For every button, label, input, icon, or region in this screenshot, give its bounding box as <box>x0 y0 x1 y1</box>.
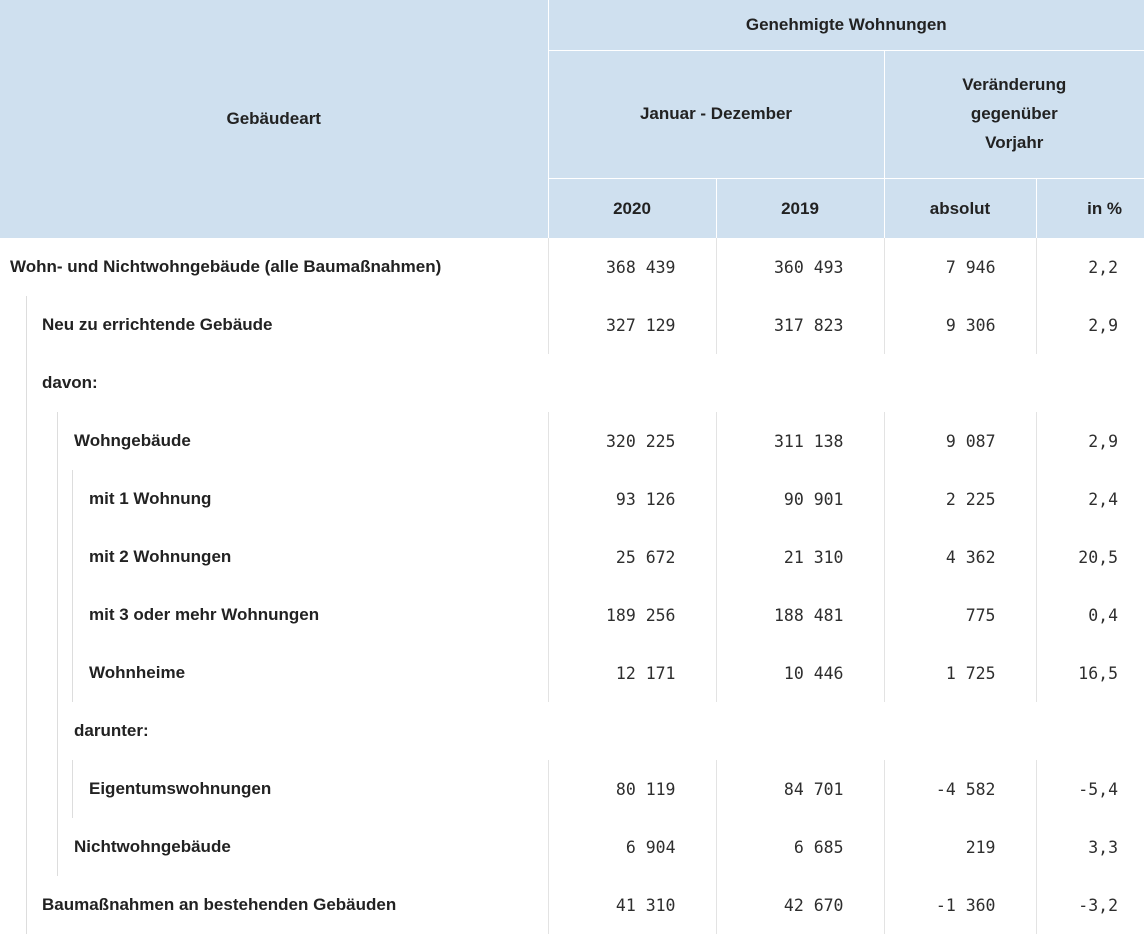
row-label: darunter: <box>74 721 149 740</box>
indent-guide-line <box>72 586 73 644</box>
table-row <box>0 354 1144 412</box>
indent-guide-line <box>26 296 27 354</box>
value-2020 <box>548 354 716 412</box>
change-percent: 2,9 <box>1036 296 1144 354</box>
row-label: Eigentumswohnungen <box>89 779 272 798</box>
row-label: mit 3 oder mehr Wohnungen <box>89 605 320 624</box>
table-row <box>0 702 1144 760</box>
header-zeitraum: Januar - Dezember <box>548 51 884 179</box>
value-2020: 320 225 <box>548 412 716 470</box>
value-2019: 317 823 <box>716 296 884 354</box>
row-label-cell <box>0 412 548 470</box>
value-2019: 188 481 <box>716 586 884 644</box>
header-absolut: absolut <box>884 179 1036 239</box>
change-percent: 2,9 <box>1036 412 1144 470</box>
value-2019: 84 701 <box>716 760 884 818</box>
header-veraenderung <box>884 51 1144 179</box>
indent-guide-line <box>26 876 27 934</box>
change-absolute: 2 225 <box>884 470 1036 528</box>
value-2019: 311 138 <box>716 412 884 470</box>
change-percent <box>1036 702 1144 760</box>
value-2019: 90 901 <box>716 470 884 528</box>
table-row <box>0 470 1144 528</box>
row-label-cell <box>0 760 548 818</box>
value-2020: 327 129 <box>548 296 716 354</box>
table-row <box>0 238 1144 296</box>
header-year-2019: 2019 <box>716 179 884 239</box>
change-percent: -5,4 <box>1036 760 1144 818</box>
value-2019: 6 685 <box>716 818 884 876</box>
value-2020: 93 126 <box>548 470 716 528</box>
change-absolute <box>884 354 1036 412</box>
header-prozent: in % <box>1036 179 1144 239</box>
row-label-cell <box>0 702 548 760</box>
value-2020 <box>548 702 716 760</box>
row-label: mit 1 Wohnung <box>89 489 212 508</box>
value-2019 <box>716 702 884 760</box>
indent-guide-line <box>57 760 58 818</box>
row-label-cell <box>0 238 548 296</box>
table-row <box>0 528 1144 586</box>
table-body <box>0 238 1144 934</box>
value-2019: 42 670 <box>716 876 884 934</box>
change-percent: 2,4 <box>1036 470 1144 528</box>
row-label: Wohngebäude <box>74 431 191 450</box>
value-2019: 360 493 <box>716 238 884 296</box>
row-label: mit 2 Wohnungen <box>89 547 232 566</box>
value-2020: 25 672 <box>548 528 716 586</box>
value-2019: 10 446 <box>716 644 884 702</box>
indent-guide-line <box>26 818 27 876</box>
change-percent: -3,2 <box>1036 876 1144 934</box>
indent-guide-line <box>57 644 58 702</box>
value-2020: 368 439 <box>548 238 716 296</box>
table-row <box>0 296 1144 354</box>
header-genehmigte-wohnungen: Genehmigte Wohnungen <box>548 0 1144 51</box>
value-2019: 21 310 <box>716 528 884 586</box>
change-percent: 20,5 <box>1036 528 1144 586</box>
indent-guide-line <box>57 528 58 586</box>
table-row <box>0 644 1144 702</box>
indent-guide-line <box>57 702 58 760</box>
indent-guide-line <box>72 470 73 528</box>
row-label: Baumaßnahmen an bestehenden Gebäuden <box>42 895 397 914</box>
indent-guide-line <box>26 470 27 528</box>
row-label-cell <box>0 818 548 876</box>
change-percent: 2,2 <box>1036 238 1144 296</box>
indent-guide-line <box>26 644 27 702</box>
change-absolute: 7 946 <box>884 238 1036 296</box>
indent-guide-line <box>26 412 27 470</box>
row-label-cell <box>0 528 548 586</box>
table-header <box>0 0 1144 238</box>
row-label-cell <box>0 644 548 702</box>
row-label: davon: <box>42 373 98 392</box>
table-row <box>0 760 1144 818</box>
indent-guide-line <box>72 528 73 586</box>
change-absolute: 775 <box>884 586 1036 644</box>
indent-guide-line <box>26 760 27 818</box>
change-absolute <box>884 702 1036 760</box>
header-year-2020: 2020 <box>548 179 716 239</box>
change-percent: 0,4 <box>1036 586 1144 644</box>
change-absolute: 9 306 <box>884 296 1036 354</box>
change-percent: 3,3 <box>1036 818 1144 876</box>
change-absolute: 9 087 <box>884 412 1036 470</box>
row-label-cell <box>0 354 548 412</box>
row-label-cell <box>0 586 548 644</box>
value-2020: 189 256 <box>548 586 716 644</box>
value-2019 <box>716 354 884 412</box>
change-absolute: -1 360 <box>884 876 1036 934</box>
change-absolute: 219 <box>884 818 1036 876</box>
row-label: Wohn- und Nichtwohngebäude (alle Baumaßnahmen) <box>10 257 442 276</box>
indent-guide-line <box>26 702 27 760</box>
indent-guide-line <box>26 586 27 644</box>
value-2020: 80 119 <box>548 760 716 818</box>
row-label-cell <box>0 876 548 934</box>
table-row <box>0 818 1144 876</box>
change-absolute: -4 582 <box>884 760 1036 818</box>
change-percent: 16,5 <box>1036 644 1144 702</box>
row-label: Nichtwohngebäude <box>74 837 231 856</box>
header-gebaeudeart: Gebäudeart <box>0 0 548 238</box>
value-2020: 12 171 <box>548 644 716 702</box>
indent-guide-line <box>72 760 73 818</box>
change-absolute: 1 725 <box>884 644 1036 702</box>
value-2020: 6 904 <box>548 818 716 876</box>
value-2020: 41 310 <box>548 876 716 934</box>
row-label: Neu zu errichtende Gebäude <box>42 315 273 334</box>
row-label-cell <box>0 296 548 354</box>
row-label: Wohnheime <box>89 663 186 682</box>
indent-guide-line <box>72 644 73 702</box>
table-row <box>0 412 1144 470</box>
change-percent <box>1036 354 1144 412</box>
header-veraenderung-text: Veränderung gegenüber Vorjahr <box>962 75 1067 152</box>
table-row <box>0 876 1144 934</box>
table-row <box>0 586 1144 644</box>
indent-guide-line <box>57 818 58 876</box>
row-label-cell <box>0 470 548 528</box>
indent-guide-line <box>26 354 27 412</box>
change-absolute: 4 362 <box>884 528 1036 586</box>
indent-guide-line <box>57 470 58 528</box>
indent-guide-line <box>26 528 27 586</box>
indent-guide-line <box>57 586 58 644</box>
indent-guide-line <box>57 412 58 470</box>
